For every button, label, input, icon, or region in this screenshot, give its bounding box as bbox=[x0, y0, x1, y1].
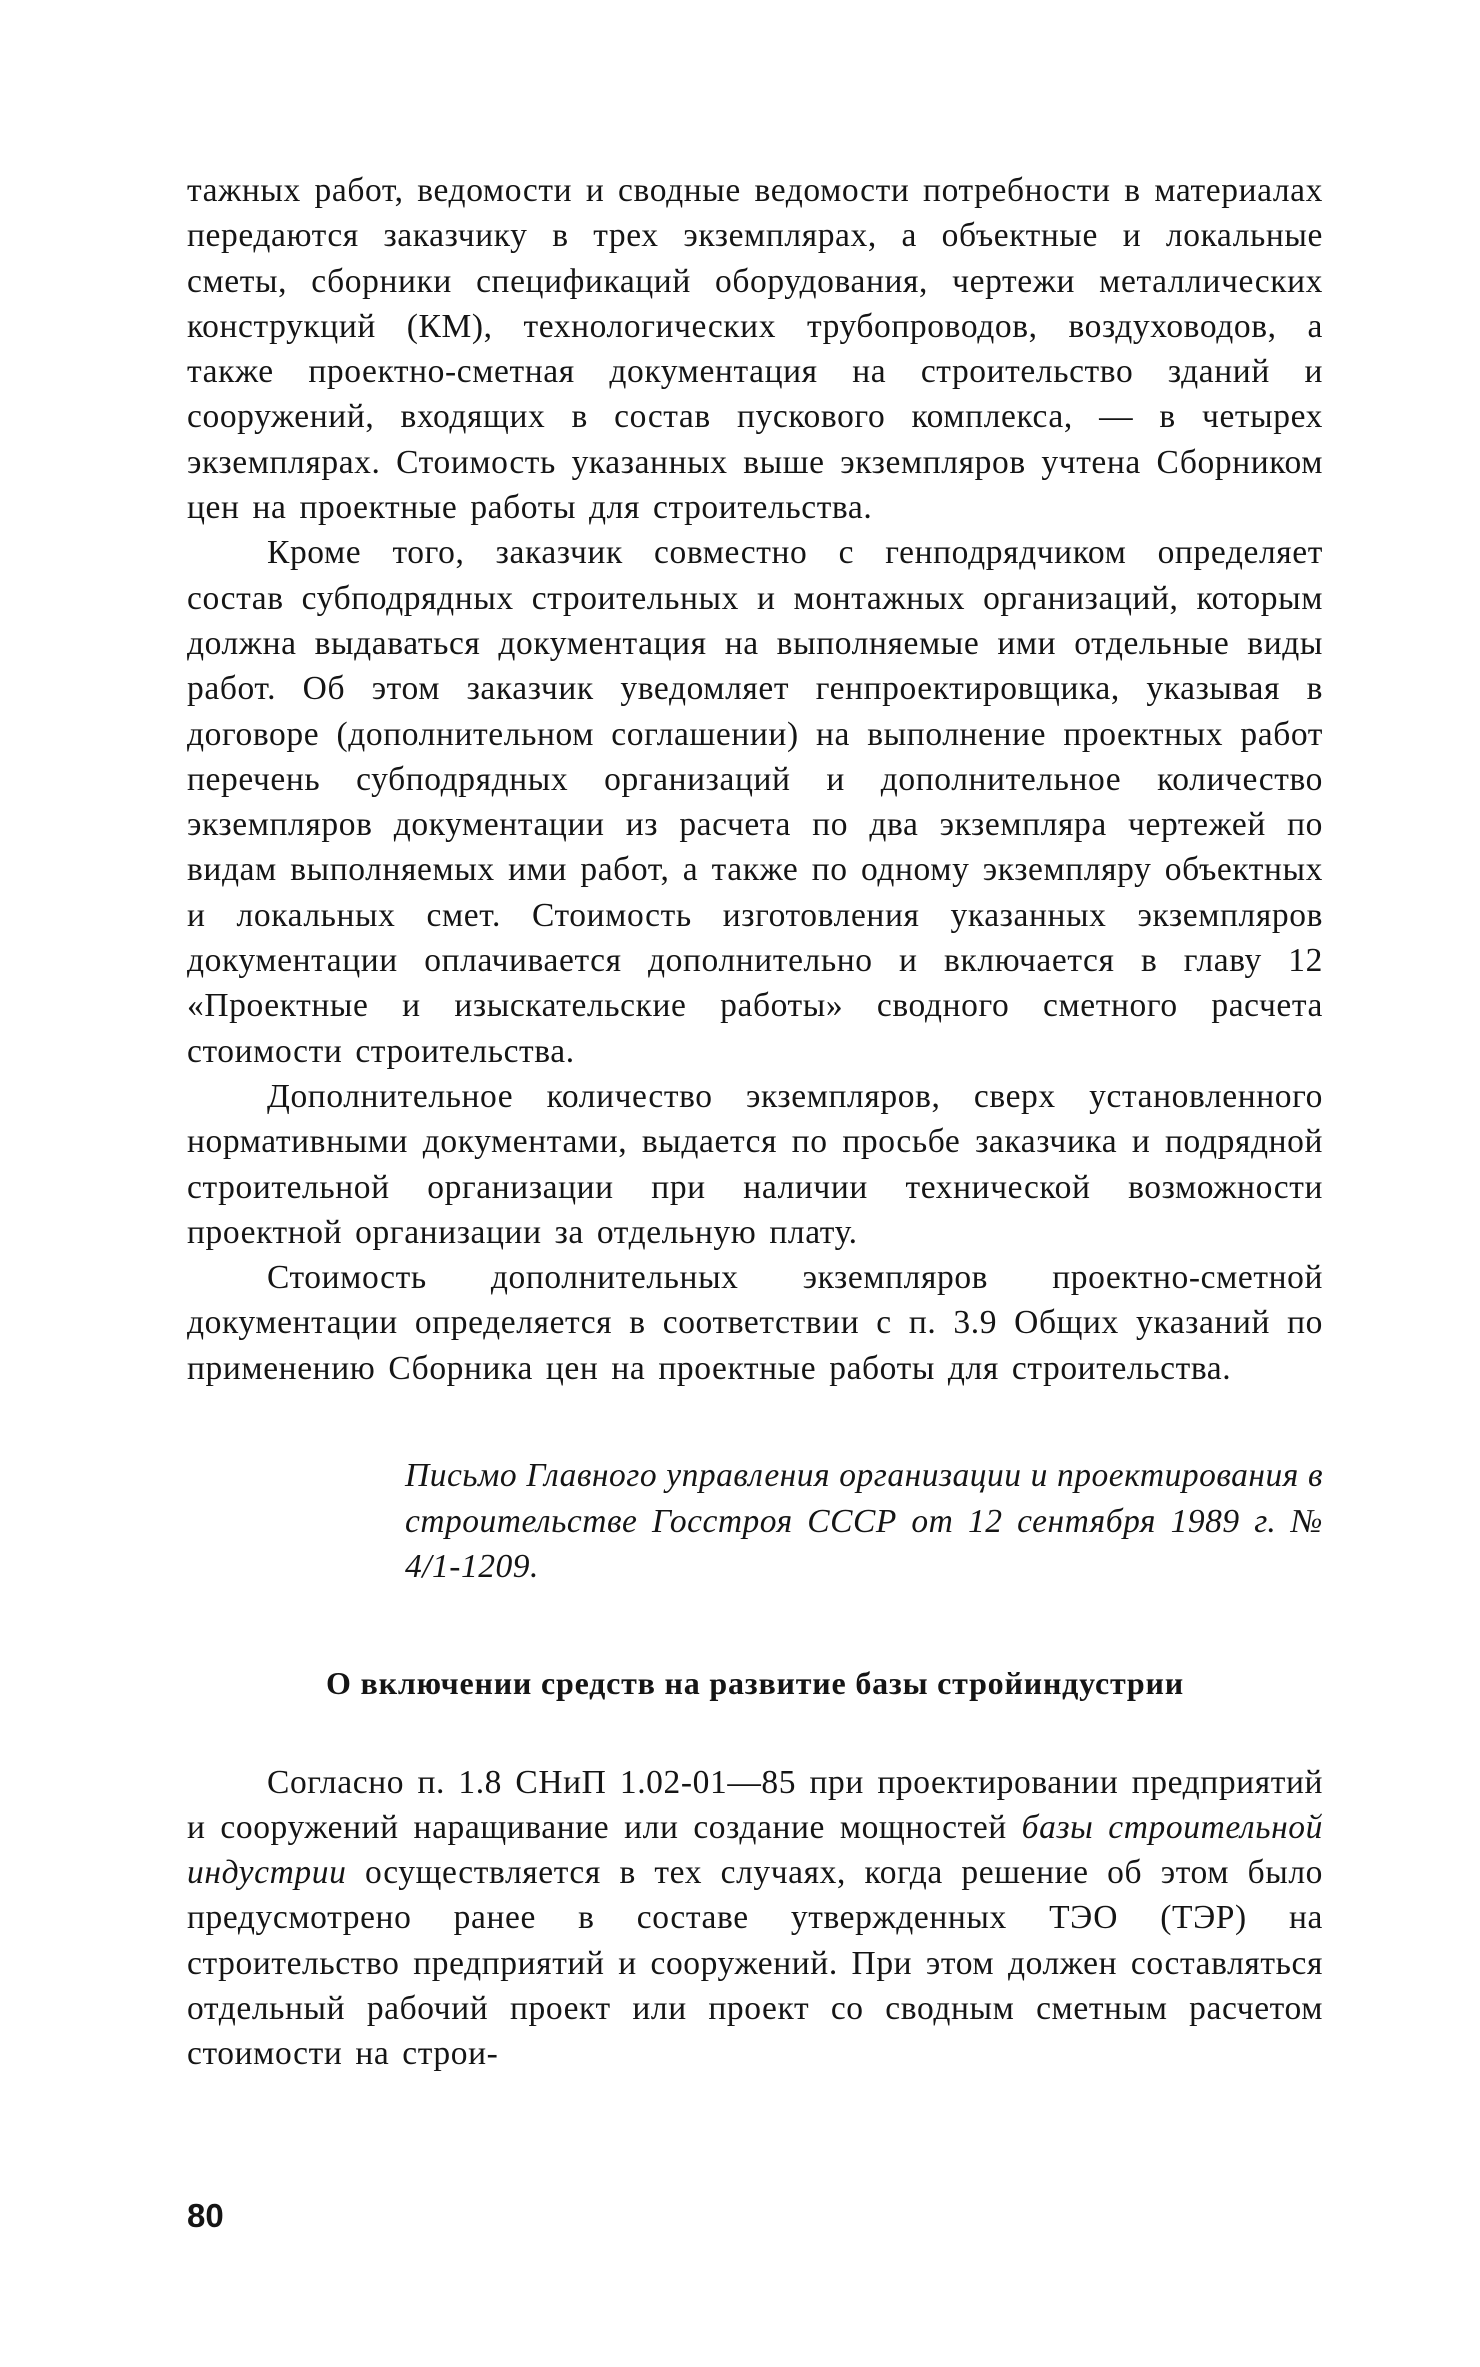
paragraph-construction-base bbox=[187, 1760, 1323, 2077]
paragraph-additional-copies: Дополнительное количество экземпляров, сверх установленного нормативными документами, выдается по просьбе заказчика и подрядной строительной организации при наличии технической возможности проектной организации за отдельную плату. bbox=[187, 1077, 1323, 1251]
page-number: 80 bbox=[187, 2197, 224, 2234]
paragraph-construction-base-italic: базы строительной индустрии bbox=[187, 1808, 1323, 1892]
paragraph-continuation: тажных работ, ведомости и сводные ведомости потребности в материалах передаются заказчику в трех экземплярах, а объектные и локальные сметы, сборники спецификаций оборудования, чертежи металлических конструкций (КМ), технологических трубопроводов, воздуховодов, а также проектно-сметная документация на строительство зданий и сооружений, входящих в состав пускового комплекса, — в четырех экземплярах. Стоимость указанных выше экземпляров учтена Сборником цен на проектные работы для строительства. bbox=[187, 172, 1323, 527]
source-note: Письмо Главного управления организации и проектирования в строительстве Госстроя СССР от 12 сентября 1989 г. № 4/1-1209. bbox=[405, 1457, 1323, 1586]
document-page bbox=[187, 168, 1323, 2077]
section-heading: О включении средств на развитие базы стройиндустрии bbox=[326, 1664, 1184, 1701]
paragraph-construction-base-part1: Согласно п. 1.8 СНиП 1.02-01—85 при проектировании предприятий и сооружений наращивание или создание мощностей bbox=[187, 1763, 1323, 1846]
paragraph-subcontractors: Кроме того, заказчик совместно с генподрядчиком определяет состав субподрядных строительных и монтажных организаций, которым должна выдаваться документация на выполняемые ими отдельные виды работ. Об этом заказчик уведомляет генпроектировщика, указывая в договоре (дополнительном соглашении) на выполнение проектных работ перечень субподрядных организаций и дополнительное количество экземпляров документации из расчета по два экземпляра чертежей по видам выполняемых ими работ, а также по одному экземпляру объектных и локальных смет. Стоимость изготовления указанных экземпляров документации оплачивается дополнительно и включается в главу 12 «Проектные и изыскательские работы» сводного сметного расчета стоимости строительства. bbox=[187, 534, 1323, 1070]
paragraph-copies-cost: Стоимость дополнительных экземпляров проектно-сметной документации определяется в соответствии с п. 3.9 Общих указаний по применению Сборника цен на проектные работы для строительства. bbox=[187, 1259, 1323, 1387]
paragraph-construction-base-part2: осуществляется в тех случаях, когда решение об этом было предусмотрено ранее в составе утвержденных ТЭО (ТЭР) на строительство предприятий и сооружений. При этом должен составляться отдельный рабочий проект или проект со сводным сметным расчетом стоимости на строи- bbox=[187, 1854, 1323, 2073]
